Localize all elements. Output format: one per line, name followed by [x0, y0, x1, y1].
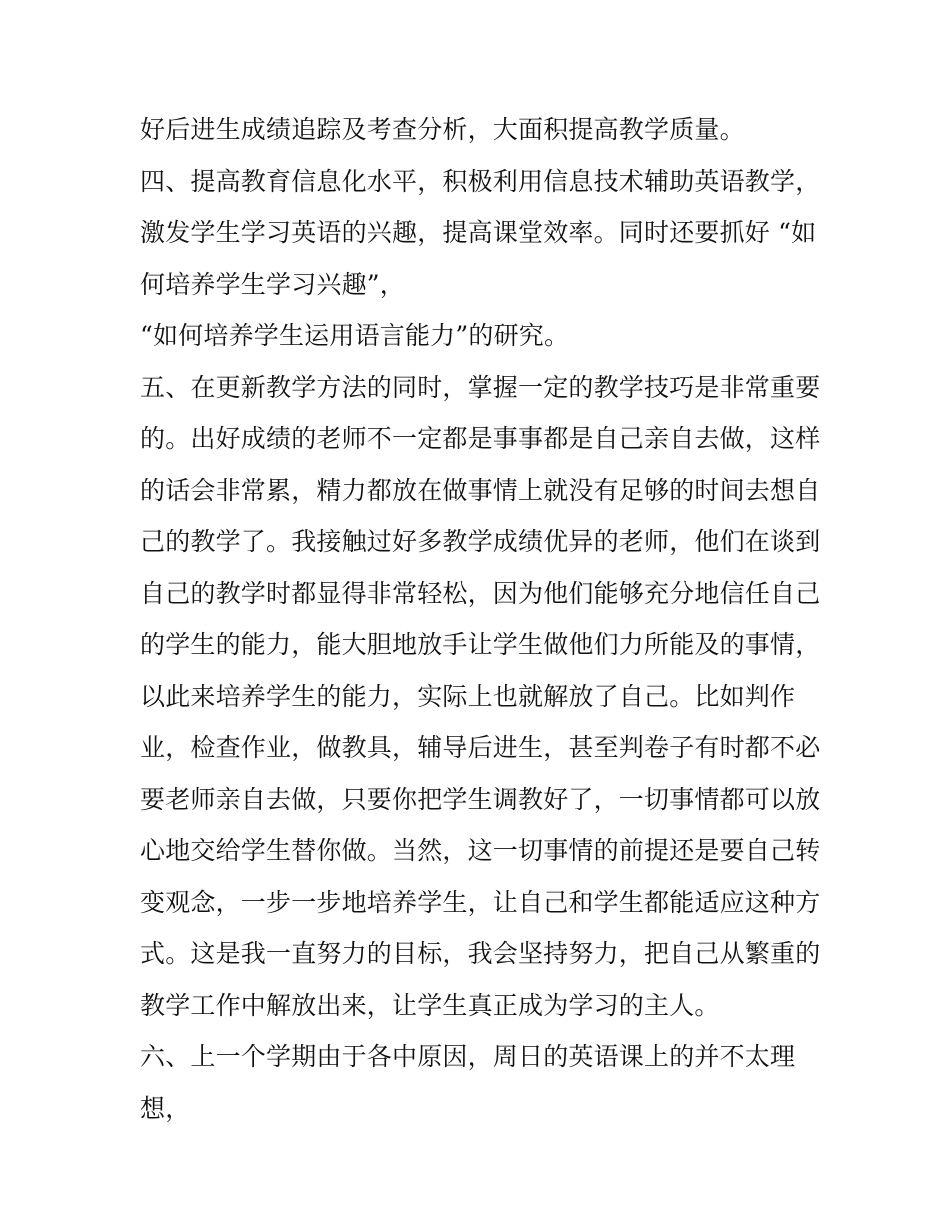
text-line: 自己的教学时都显得非常轻松，因为他们能够充分地信任自己	[140, 578, 821, 608]
text-line: 好后进生成绩追踪及考查分析，大面积提高教学质量。	[140, 115, 745, 144]
text-line: 的话会非常累，精力都放在做事情上就没有足够的时间去想自	[140, 475, 821, 505]
text-line: 激发学生学习英语的兴趣，提高课堂效率。同时还要抓好 “如	[140, 218, 817, 247]
text-line: 五、在更新教学方法的同时，掌握一定的教学技巧是非常重要	[140, 372, 821, 402]
text-line: 业，检查作业，做教具，辅导后进生，甚至判卷子有时都不必	[140, 733, 821, 762]
text-line: 以此来培养学生的能力，实际上也就解放了自己。比如判作	[140, 681, 796, 711]
text-line: 式。这是我一直努力的目标，我会坚持努力，把自己从繁重的	[140, 939, 821, 968]
text-line: 变观念，一步一步地培养学生，让自己和学生都能适应这种方	[140, 887, 821, 917]
text-line: 的学生的能力，能大胆地放手让学生做他们力所能及的事情，	[140, 630, 821, 659]
text-line: 心地交给学生替你做。当然，这一切事情的前提还是要自己转	[140, 836, 821, 865]
text-line: 何培养学生学习兴趣”，	[140, 269, 405, 299]
text-line: 己的教学了。我接触过好多教学成绩优异的老师，他们在谈到	[140, 527, 821, 556]
text-line: 四、提高教育信息化水平，积极利用信息技术辅助英语教学，	[140, 166, 821, 196]
text-line: “如何培养学生运用语言能力”的研究。	[140, 321, 570, 350]
text-line: 六、上一个学期由于各中原因，周日的英语课上的并不太理	[140, 1042, 796, 1071]
text-line: 教学工作中解放出来，让学生真正成为学习的主人。	[140, 990, 720, 1020]
text-line: 想，	[140, 1093, 191, 1123]
text-line: 的。出好成绩的老师不一定都是事事都是自己亲自去做，这样	[140, 424, 821, 453]
text-line: 要老师亲自去做，只要你把学生调教好了，一切事情都可以放	[140, 784, 821, 814]
body-text	[140, 104, 830, 1134]
